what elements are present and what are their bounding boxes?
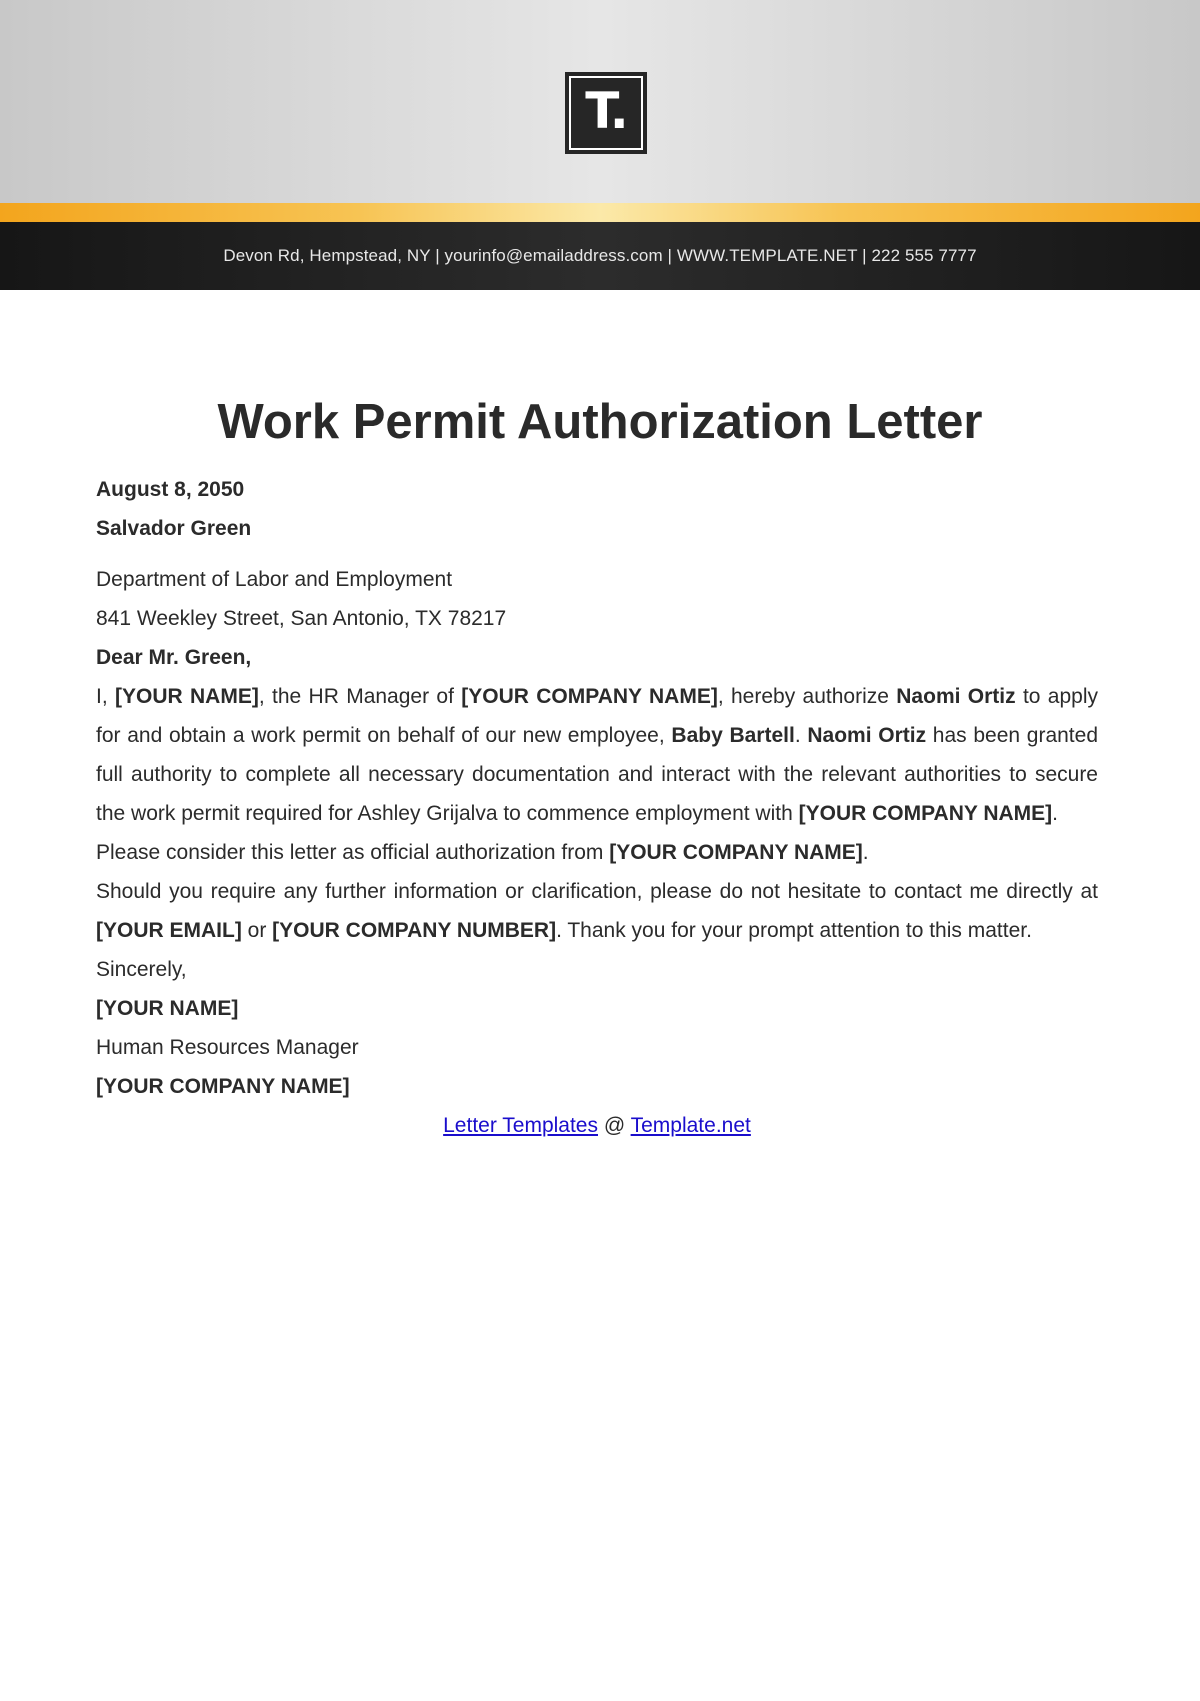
authorized-person: Naomi Ortiz <box>807 724 927 747</box>
paragraph-authorization: I, [YOUR NAME], the HR Manager of [YOUR COMPANY NAME], hereby authorize Naomi Ortiz to apply for and obtain a work permit on behalf of our new employee, Baby Bartell. Naomi Ortiz has been granted full authority to complete all necessary documentation and interact with the relevant authorities to secure the work permit required for Ashley Grijalva to commence employment with [YOUR COMPANY NAME]. <box>96 685 1099 825</box>
placeholder-company-number: [YOUR COMPANY NUMBER] <box>272 919 557 942</box>
footer-links <box>96 1106 1098 1145</box>
contact-info: Devon Rd, Hempstead, NY | yourinfo@emailaddress.com | WWW.TEMPLATE.NET | 222 555 7777 <box>223 246 977 265</box>
logo-text: T. <box>585 82 627 140</box>
recipient-org: Department of Labor and Employment <box>96 568 453 591</box>
template-net-link[interactable]: Template.net <box>630 1114 751 1137</box>
recipient-name: Salvador Green <box>96 517 252 540</box>
logo <box>565 72 647 154</box>
paragraph-contact: Should you require any further information or clarification, please do not hesitate to contact me directly at [YOUR EMAIL] or [YOUR COMPANY NUMBER]. Thank you for your prompt attention to this matter. <box>96 880 1098 942</box>
placeholder-email: [YOUR EMAIL] <box>96 919 242 942</box>
signer-company: [YOUR COMPANY NAME] <box>96 1075 350 1098</box>
signer-title: Human Resources Manager <box>96 1036 359 1059</box>
letter-templates-link[interactable]: Letter Templates <box>443 1114 598 1137</box>
placeholder-company-name: [YOUR COMPANY NAME] <box>461 685 718 708</box>
accent-bar <box>0 203 1200 222</box>
placeholder-company-name: [YOUR COMPANY NAME] <box>798 802 1053 825</box>
placeholder-company-name: [YOUR COMPANY NAME] <box>609 841 863 864</box>
paragraph-official: Please consider this letter as official authorization from [YOUR COMPANY NAME]. <box>96 841 869 864</box>
salutation: Dear Mr. Green, <box>96 646 252 669</box>
signer-name: [YOUR NAME] <box>96 997 239 1020</box>
contact-bar <box>0 222 1200 290</box>
authorized-person: Naomi Ortiz <box>896 685 1016 708</box>
closing: Sincerely, <box>96 958 187 981</box>
letter-date: August 8, 2050 <box>96 478 245 501</box>
footer-separator: @ <box>598 1114 631 1137</box>
employee-name: Baby Bartell <box>671 724 795 747</box>
recipient-address: 841 Weekley Street, San Antonio, TX 78217 <box>96 607 507 630</box>
letter-body <box>96 470 1098 1145</box>
letter-title: Work Permit Authorization Letter <box>217 395 983 449</box>
placeholder-your-name: [YOUR NAME] <box>115 685 259 708</box>
header-band <box>0 0 1200 203</box>
